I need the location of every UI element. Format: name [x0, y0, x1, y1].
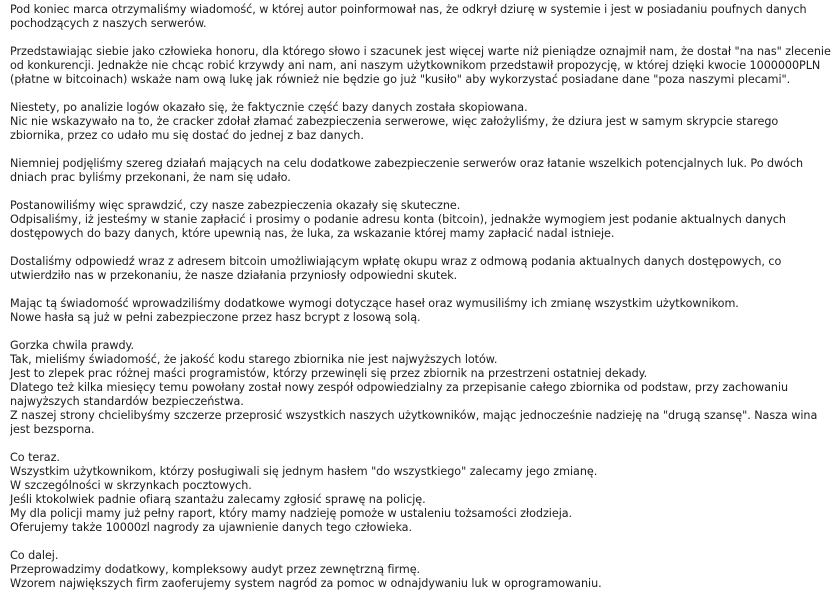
text-line: Oferujemy także 10000zl nagrody za ujawnienie danych tego człowieka. — [10, 521, 412, 534]
text-line: Nic nie wskazywało na to, że cracker zdołał złamać zabezpieczenia serwerowe, więc założyliśmy, że dziura jest w samym skrypcie starego zbiornika, przez co udało mu się dostać do jednej z baz danych. — [10, 115, 782, 142]
text-line: Jeśli ktokolwiek padnie ofiarą szantażu zalecamy zgłosić sprawę na policję. — [10, 493, 426, 506]
paragraph-apology — [10, 339, 832, 437]
text-line: Dostaliśmy odpowiedź wraz z adresem bitcoin umożliwiającym wpłatę okupu wraz z odmową podania aktualnych danych dostępowych, co utwierdziło nas w przekonaniu, że nasze działania przyniosły odpowiedni skutek. — [10, 255, 785, 282]
text-line: Co dalej. — [10, 549, 59, 562]
paragraph-what-now — [10, 451, 832, 535]
text-line: Co teraz. — [10, 451, 60, 464]
paragraph-intro — [10, 3, 832, 31]
paragraph-response — [10, 255, 832, 283]
paragraph-blackmail-offer — [10, 45, 835, 87]
text-line: Nowe hasła są już w pełni zabezpieczone przez hasz bcrypt z losową solą. — [10, 311, 421, 324]
text-line: Wszystkim użytkownikom, którzy posługiwali się jednym hasłem "do wszystkiego" zalecamy jego zmianę. — [10, 465, 598, 478]
text-line: Gorzka chwila prawdy. — [10, 339, 135, 352]
paragraph-verification — [10, 199, 832, 241]
paragraph-security-measures — [10, 157, 832, 185]
text-line: Przeprowadzimy dodatkowy, kompleksowy audyt przez zewnętrzną firmę. — [10, 563, 421, 576]
document-body — [10, 3, 835, 605]
text-line: Przedstawiając siebie jako człowieka honoru, dla którego słowo i szacunek jest więcej warte niż pieniądze oznajmił nam, że dostał "na nas" zlecenie od konkurencji. Jednakże nie chcąc robić krzywdy ani nam, ani naszym użytkownikom przedstawił propozycję, w której dzięki kwocie 1000000PLN (płatne w bitcoinach) wskaże nam ową lukę jak również nie będzie go już "kusiło" aby wykorzystać posiadane dane "poza naszymi plecami". — [10, 45, 835, 86]
paragraph-password-policy — [10, 297, 832, 325]
text-line: Postanowiliśmy więc sprawdzić, czy nasze zabezpieczenia okazały się skuteczne. — [10, 199, 461, 212]
text-line: W szczególności w skrzynkach pocztowych. — [10, 479, 252, 492]
text-line: Odpisaliśmy, iż jesteśmy w stanie zapłacić i prosimy o podanie adresu konta (bitcoin), jednakże wymogiem jest podanie aktualnych danych dostępowych do bazy danych, które upewnią nas, że luka, za wskazanie której mamy zapłacić nadal istnieje. — [10, 213, 790, 240]
text-line: Mając tą świadomość wprowadziliśmy dodatkowe wymogi dotyczące haseł oraz wymusiliśmy ich zmianę wszystkim użytkownikom. — [10, 297, 739, 310]
text-line: Jest to zlepek prac różnej maści programistów, którzy przewinęli się przez zbiornik na przestrzeni ostatniej dekady. — [10, 367, 648, 380]
text-line: My dla policji mamy już pełny raport, który mamy nadzieję pomoże w ustaleniu tożsamości złodzieja. — [10, 507, 573, 520]
text-line: Z naszej strony chcielibyśmy szczerze przeprosić wszystkich naszych użytkowników, mając jednocześnie nadzieję na "drugą szansę". Nasza wina jest bezsporna. — [10, 409, 821, 436]
text-line: Tak, mieliśmy świadomość, że jakość kodu starego zbiornika nie jest najwyższych lotów. — [10, 353, 498, 366]
text-line: Dlatego też kilka miesięcy temu powołany został nowy zespół odpowiedzialny za przepisanie całego zbiornika od podstaw, przy zachowaniu najwyższych standardów bezpieczeństwa. — [10, 381, 792, 408]
text-line: Niemniej podjęliśmy szereg działań mających na celu dodatkowe zabezpieczenie serwerów oraz łatanie wszelkich potencjalnych luk. Po dwóch dniach prac byliśmy przekonani, że nam się udało. — [10, 157, 807, 184]
paragraph-log-analysis — [10, 101, 832, 143]
paragraph-next-steps — [10, 549, 832, 591]
text-line: Wzorem największych firm zaoferujemy system nagród za pomoc w odnajdywaniu luk w oprogramowaniu. — [10, 577, 602, 590]
text-line: Pod koniec marca otrzymaliśmy wiadomość, w której autor poinformował nas, że odkrył dziurę w systemie i jest w posiadaniu poufnych danych pochodzących z naszych serwerów. — [10, 3, 811, 30]
text-line: Niestety, po analizie logów okazało się, że faktycznie część bazy danych została skopiowana. — [10, 101, 528, 114]
